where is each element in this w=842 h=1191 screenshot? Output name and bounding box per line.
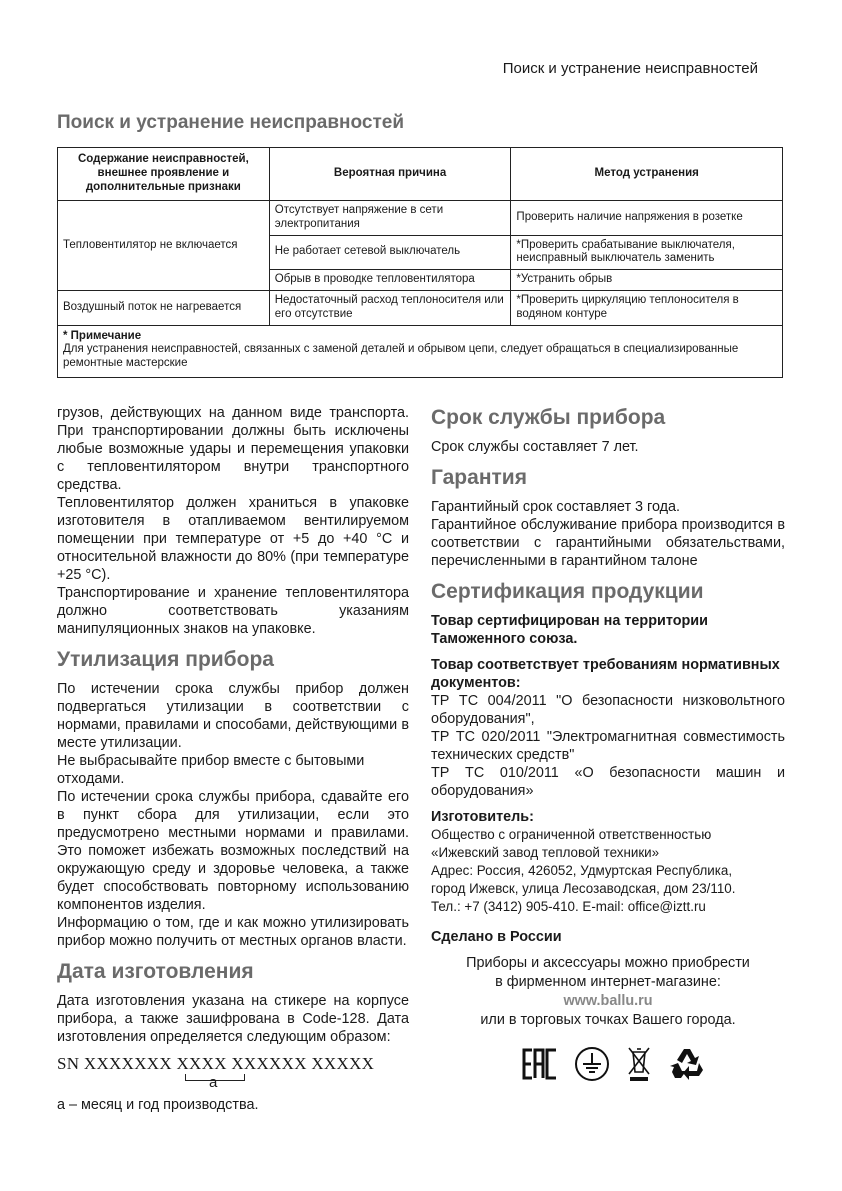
shop-line: или в торговых точках Вашего города.	[480, 1012, 736, 1028]
manufacturer-line: город Ижевск, улица Лесозаводская, дом 23/110.	[431, 881, 736, 896]
cause-cell: Не работает сетевой выключатель	[269, 235, 511, 270]
manufacturer-line: Тел.: +7 (3412) 905-410. E-mail: office@iztt.ru	[431, 899, 706, 914]
certification-requirements: Товар соответствует требованиям нормативных документов:	[431, 657, 780, 691]
serial-marker-label: a	[209, 1074, 218, 1091]
certification-text: Товар сертифицирован на территории Таможенного союза.	[431, 613, 708, 647]
table-header-row	[58, 148, 783, 201]
manufacturer-line: Адрес: Россия, 426052, Удмуртская Республика,	[431, 863, 733, 878]
table-row	[58, 201, 783, 236]
made-in-russia: Сделано в России	[431, 929, 562, 945]
cause-cell: Недостаточный расход теплоносителя или его отсутствие	[269, 290, 511, 325]
transport-paragraph: грузов, действующих на данном виде транспорта. При транспортировании должны быть исключены любые возможные удары и перемещения упаковки с тепловентилятором внутри транспортного средства.	[57, 405, 409, 493]
disposal-heading: Утилизация прибора	[57, 648, 274, 671]
handling-paragraph: Транспортирование и хранение тепловентилятора должно соответствовать указаниям манипуляционных знаков на упаковке.	[57, 585, 409, 637]
serial-caption: а – месяц и год производства.	[57, 1097, 259, 1113]
service-life-text: Срок службы составляет 7 лет.	[431, 439, 639, 455]
note-text: Для устранения неисправностей, связанных с заменой деталей и обрывом цепи, следует обращаться в специализированные ремонтные мастерские	[63, 343, 739, 370]
column-header: Содержание неисправностей, внешнее проявление и дополнительные признаки	[58, 148, 270, 201]
eac-mark-icon	[522, 1047, 560, 1081]
remedy-cell: *Проверить циркуляцию теплоносителя в водяном контуре	[511, 290, 783, 325]
table-row	[58, 290, 783, 325]
remedy-cell: *Устранить обрыв	[511, 270, 783, 291]
serial-number-code: SN XXXXXXX XXXX XXXXXX XXXXX	[57, 1054, 375, 1073]
shop-line: в фирменном интернет-магазине:	[495, 974, 721, 990]
weee-bin-icon	[624, 1044, 654, 1084]
column-header: Вероятная причина	[269, 148, 511, 201]
symptom-cell: Тепловентилятор не включается	[58, 201, 270, 291]
service-life-heading: Срок службы прибора	[431, 406, 666, 429]
manufacturer-line: Общество с ограниченной ответственностью	[431, 827, 712, 842]
table-note	[58, 325, 783, 377]
warranty-text: Гарантийное обслуживание прибора производится в соответствии с гарантийными обязательствами, перечисленными в гарантийном талоне	[431, 517, 785, 569]
shop-line: Приборы и аксессуары можно приобрести	[466, 955, 750, 971]
cause-cell: Отсутствует напряжение в сети электропитания	[269, 201, 511, 236]
troubleshooting-table	[57, 147, 783, 378]
regulation-item: ТР ТС 010/2011 «О безопасности машин и оборудования»	[431, 765, 785, 799]
certification-marks	[522, 1044, 706, 1084]
shop-info	[431, 954, 785, 1030]
serial-number-diagram	[57, 1054, 417, 1091]
remedy-cell: *Проверить срабатывание выключателя, неисправный выключатель заменить	[511, 235, 783, 270]
note-title: * Примечание	[63, 329, 142, 342]
disposal-paragraph: Не выбрасывайте прибор вместе с бытовыми отходами.	[57, 753, 365, 787]
table-note-row	[58, 325, 783, 377]
certification-heading: Сертификация продукции	[431, 580, 704, 603]
manufacturer-line: «Ижевский завод тепловой техники»	[431, 845, 660, 860]
regulation-item: ТР ТС 020/2011 "Электромагнитная совместимость технических средств"	[431, 729, 785, 763]
regulation-item: ТР ТС 004/2011 "О безопасности низковольтного оборудования",	[431, 693, 785, 727]
disposal-paragraph: Информацию о том, где и как можно утилизировать прибор можно получить от местных органов власти.	[57, 915, 409, 949]
manufacture-date-paragraph: Дата изготовления указана на стикере на корпусе прибора, а также зашифрована в Code-128. Дата изготовления определяется следующим образом:	[57, 993, 409, 1045]
disposal-paragraph: По истечении срока службы прибор должен подвергаться утилизации в соответствии с нормами, правилами и способами, действующими в месте утилизации.	[57, 681, 409, 751]
manufacturer-heading: Изготовитель:	[431, 809, 534, 825]
storage-paragraph: Тепловентилятор должен храниться в упаковке изготовителя в отапливаемом вентилируемом помещении при температуре от +5 до +40 °С и относительной влажности до 80% (при температуре +25 °С).	[57, 495, 409, 583]
ground-class-icon	[574, 1046, 610, 1082]
cause-cell: Обрыв в проводке тепловентилятора	[269, 270, 511, 291]
warranty-text: Гарантийный срок составляет 3 года.	[431, 499, 681, 515]
running-header: Поиск и устранение неисправностей	[502, 60, 758, 77]
symptom-cell: Воздушный поток не нагревается	[58, 290, 270, 325]
manufacture-date-heading: Дата изготовления	[57, 960, 254, 983]
column-header: Метод устранения	[511, 148, 783, 201]
shop-url[interactable]: www.ballu.ru	[563, 993, 653, 1009]
disposal-paragraph: По истечении срока службы прибора, сдавайте его в пункт сбора для утилизации, если это предусмотрено местными нормами и правилами. Это поможет избежать возможных последствий на окружающую среду и здоровье человека, а также будет способствовать повторному использованию компонентов изделия.	[57, 789, 409, 913]
recycle-icon	[668, 1046, 706, 1082]
troubleshooting-title: Поиск и устранение неисправностей	[57, 112, 405, 133]
left-column	[57, 404, 409, 1046]
warranty-heading: Гарантия	[431, 466, 527, 489]
remedy-cell: Проверить наличие напряжения в розетке	[511, 201, 783, 236]
right-column	[431, 404, 785, 946]
